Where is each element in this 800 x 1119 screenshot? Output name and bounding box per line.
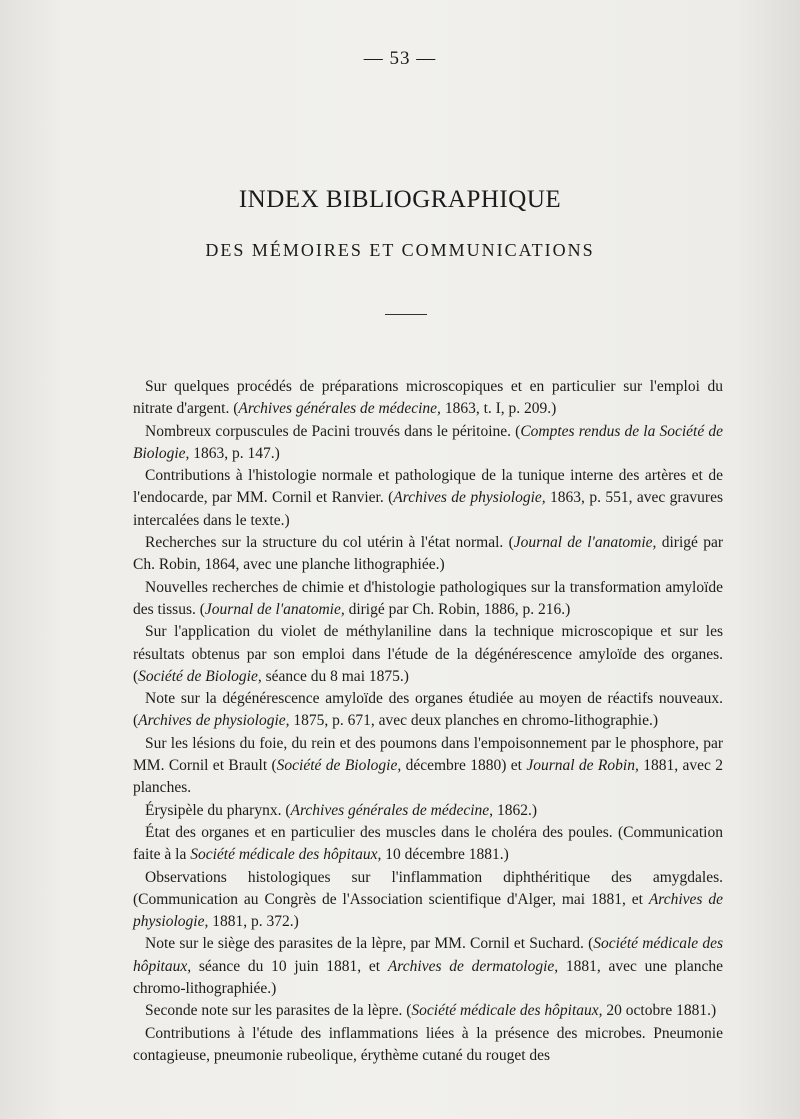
entry-text: 10 décembre 1881.) [381, 846, 509, 864]
publication-title: Archives de dermatologie, [387, 957, 559, 975]
publication-title: Société médicale des hôpitaux, [190, 846, 382, 864]
page-title: INDEX BIBLIOGRAPHIQUE [238, 186, 562, 213]
entry-text: Seconde note sur les parasites de la lèpre. ( [145, 1002, 412, 1020]
publication-title: Archives générales de médecine, [238, 400, 441, 418]
entry-text: Sur les lésions du foie, du rein et des poumons dans l'empoisonnement par le phosphore, par MM. Cornil et Brault ( [133, 734, 723, 775]
publication-title: Journal de Robin, [526, 757, 639, 775]
bibliography-entry [133, 822, 723, 867]
page-number: — 53 — [363, 48, 437, 69]
bibliography-entry [133, 1000, 723, 1022]
publication-title: Archives de physiologie, [138, 712, 290, 730]
entry-text: dirigé par Ch. Robin, 1864, avec une planche lithographiée.) [133, 534, 724, 574]
publication-title: Archives de physiologie, [393, 489, 546, 507]
entry-text: 1862.) [493, 801, 537, 819]
entry-text: 1863, p. 551, avec gravures intercalées dans le texte.) [133, 489, 723, 529]
title-divider [385, 314, 427, 315]
publication-title: Société médicale des hôpitaux, [411, 1002, 603, 1020]
entry-text: dirigé par Ch. Robin, 1886, p. 216.) [344, 600, 571, 618]
entry-text: séance du 8 mai 1875.) [261, 667, 409, 685]
entry-text: État des organes et en particulier des muscles dans le choléra des poules. (Communication faite à la [133, 823, 723, 864]
publication-title: Journal de l'anatomie, [513, 534, 657, 552]
bibliography-list [133, 376, 723, 1067]
publication-title: Société médicale des hôpitaux, [133, 935, 723, 975]
publication-title: Comptes rendus de la Société de Biologie, [133, 422, 723, 462]
entry-text: Note sur le siège des parasites de la lèpre, par MM. Cornil et Suchard. ( [145, 935, 594, 953]
bibliography-entry [133, 688, 723, 733]
publication-title: Société de Biologie, [276, 757, 402, 775]
bibliography-entry [133, 577, 723, 622]
entry-text: 1863, t. I, p. 209.) [440, 400, 557, 418]
entry-text: Note sur la dégénérescence amyloïde des organes étudiée au moyen de réactifs nouveaux. ( [133, 690, 723, 730]
entry-text: Contributions à l'étude des inflammations liées à la présence des microbes. Pneumonie contagieuse, pneumonie rubeolique, érythème cutané du rouget des [133, 1024, 723, 1064]
publication-title: Archives de physiologie, [133, 890, 723, 931]
entry-text: séance du 10 juin 1881, et [191, 957, 388, 975]
entry-text: décembre 1880) et [401, 757, 527, 775]
entry-text: Contributions à l'histologie normale et pathologique de la tunique interne des artères et de l'endocarde, par MM. Cornil et Ranvier. ( [133, 467, 723, 507]
publication-title: Archives générales de médecine, [290, 801, 494, 819]
entry-text: Sur l'application du violet de méthylaniline dans la technique microscopique et sur les résultats obtenus par son emploi dans l'étude de la dégénérescence amyloïde des organes. ( [133, 623, 723, 685]
bibliography-entry [133, 933, 723, 1000]
publication-title: Journal de l'anatomie, [204, 600, 345, 618]
bibliography-entry [133, 532, 723, 577]
bibliography-entry [133, 867, 723, 934]
bibliography-entry [133, 733, 723, 800]
entry-text: Recherches sur la structure du col utérin à l'état normal. ( [145, 534, 514, 552]
bibliography-entry [133, 621, 723, 688]
entry-text: Érysipèle du pharynx. ( [145, 801, 291, 819]
entry-text: 1881, p. 372.) [208, 913, 299, 931]
publication-title: Société de Biologie, [138, 667, 262, 685]
page-subtitle: DES MÉMOIRES ET COMMUNICATIONS [205, 240, 595, 260]
entry-text: Observations histologiques sur l'inflammation diphthéritique des amygdales. (Communication au Congrès de l'Association scientifique d'Alger, mai 1881, et [133, 868, 723, 908]
entry-text: Nouvelles recherches de chimie et d'histologie pathologiques sur la transformation amyloïde des tissus. ( [133, 578, 723, 618]
bibliography-entry [133, 1023, 723, 1068]
entry-text: 1881, avec une planche chromo-lithographiée.) [133, 957, 723, 998]
bibliography-entry [133, 465, 723, 532]
entry-text: 1863, p. 147.) [189, 444, 280, 462]
entry-text: Sur quelques procédés de préparations microscopiques et en particulier sur l'emploi du nitrate d'argent. ( [133, 378, 723, 418]
bibliography-entry [133, 800, 723, 822]
entry-text: 20 octobre 1881.) [602, 1002, 717, 1020]
entry-text: Nombreux corpuscules de Pacini trouvés dans le péritoine. ( [145, 422, 521, 440]
entry-text: 1875, p. 671, avec deux planches en chromo-lithographie.) [289, 712, 658, 730]
bibliography-entry [133, 376, 723, 421]
bibliography-entry [133, 421, 723, 466]
entry-text: 1881, avec 2 planches. [133, 757, 723, 797]
